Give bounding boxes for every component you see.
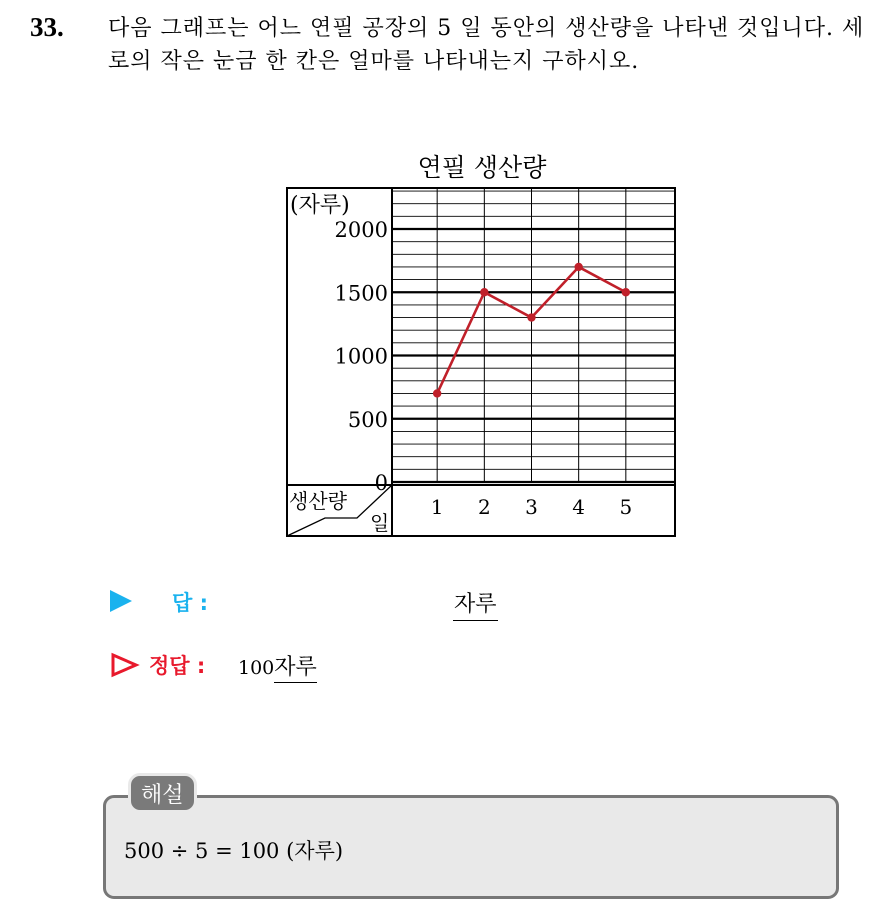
corner-row-label: 생산량 — [289, 489, 347, 513]
y-tick-label: 0 — [374, 471, 388, 495]
data-point — [433, 389, 441, 397]
corner-col-label: 일 — [370, 511, 390, 535]
correct-label: 정답 : — [149, 654, 206, 678]
data-point — [574, 263, 582, 271]
x-tick-label: 1 — [430, 495, 444, 519]
y-axis-label: (자루) — [290, 193, 350, 218]
data-point — [480, 288, 488, 296]
x-tick-label: 3 — [525, 495, 538, 519]
answer-row — [110, 587, 530, 617]
y-tick-label: 2000 — [334, 218, 388, 242]
explanation-text: 500 ÷ 5 = 100 (자루) — [124, 839, 344, 863]
triangle-icon — [110, 590, 132, 612]
x-tick-label: 5 — [619, 495, 633, 519]
question-number: 33. — [30, 12, 64, 42]
y-tick-label: 1500 — [334, 281, 388, 306]
correct-unit: 자루 — [274, 655, 317, 683]
answer-unit[interactable]: 자루 — [453, 587, 498, 621]
correct-value — [238, 650, 317, 681]
outline-triangle-icon — [110, 652, 140, 678]
correct-number: 100 — [238, 657, 275, 679]
x-tick-label: 2 — [477, 495, 491, 519]
data-point — [527, 313, 535, 321]
correct-answer-row — [110, 650, 530, 682]
y-tick-label: 500 — [347, 407, 388, 432]
chart-title: 연필 생산량 — [417, 153, 547, 182]
x-tick-label: 4 — [572, 495, 586, 519]
data-point — [622, 288, 630, 296]
explanation-tab: 해설 — [128, 773, 197, 813]
y-tick-label: 1000 — [334, 344, 388, 369]
question-text: 다음 그래프는 어느 연필 공장의 5 일 동안의 생산량을 나타낸 것입니다. 세로의 작은 눈금 한 칸은 얼마를 나타내는지 구하시오. — [108, 16, 865, 74]
answer-label: 답 : — [172, 591, 208, 615]
